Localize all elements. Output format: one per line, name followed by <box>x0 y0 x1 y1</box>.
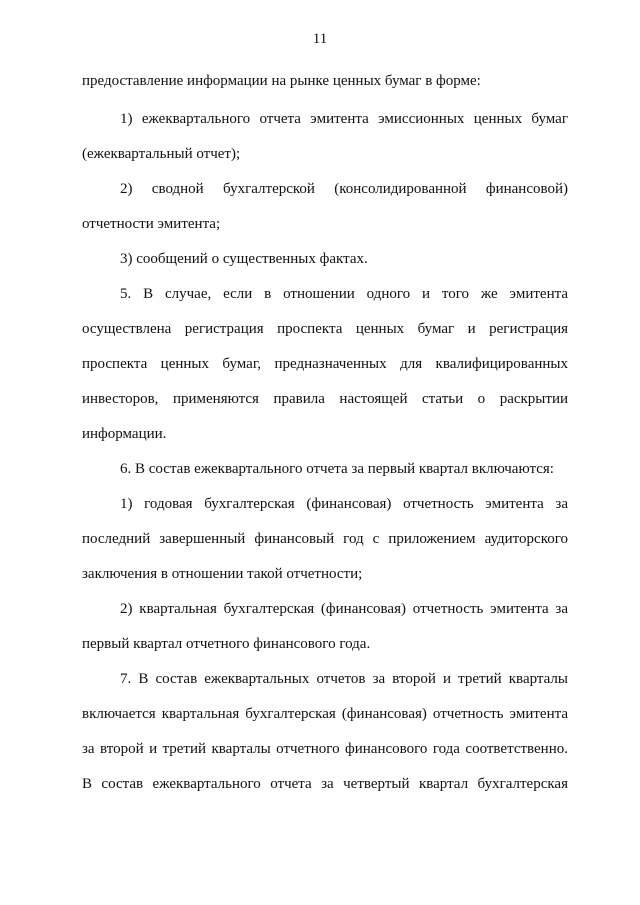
text-line: заключения в отношении такой отчетности; <box>82 566 363 582</box>
text-line: осуществлена регистрация проспекта ценных бумаг и регистрация <box>82 321 568 337</box>
text-line: первый квартал отчетного финансового года. <box>82 636 371 652</box>
text-line: инвесторов, применяются правила настоящей статьи о раскрытии <box>82 391 568 407</box>
text-line: 6. В состав ежеквартального отчета за первый квартал включаются: <box>120 461 554 477</box>
text-line: В состав ежеквартального отчета за четвертый квартал бухгалтерская <box>82 776 568 792</box>
text-line: предоставление информации на рынке ценных бумаг в форме: <box>82 73 481 89</box>
text-line: 7. В состав ежеквартальных отчетов за второй и третий кварталы <box>120 671 568 687</box>
text-line: за второй и третий кварталы отчетного финансового года соответственно. <box>82 741 568 757</box>
text-line: 1) годовая бухгалтерская (финансовая) отчетность эмитента за <box>120 496 568 512</box>
text-line: отчетности эмитента; <box>82 216 221 232</box>
text-line: 2) квартальная бухгалтерская (финансовая) отчетность эмитента за <box>120 601 568 617</box>
text-line: включается квартальная бухгалтерская (финансовая) отчетность эмитента <box>82 706 568 722</box>
page-number: 11 <box>312 31 328 47</box>
text-line: информации. <box>82 426 167 442</box>
text-line: последний завершенный финансовый год с приложением аудиторского <box>82 531 568 547</box>
text-line: 1) ежеквартального отчета эмитента эмиссионных ценных бумаг <box>120 111 568 127</box>
text-line: 5. В случае, если в отношении одного и того же эмитента <box>120 286 568 302</box>
text-line: 2) сводной бухгалтерской (консолидированной финансовой) <box>120 181 568 197</box>
text-line: (ежеквартальный отчет); <box>82 146 241 162</box>
text-line: проспекта ценных бумаг, предназначенных для квалифицированных <box>82 356 568 372</box>
text-line: 3) сообщений о существенных фактах. <box>120 251 368 267</box>
